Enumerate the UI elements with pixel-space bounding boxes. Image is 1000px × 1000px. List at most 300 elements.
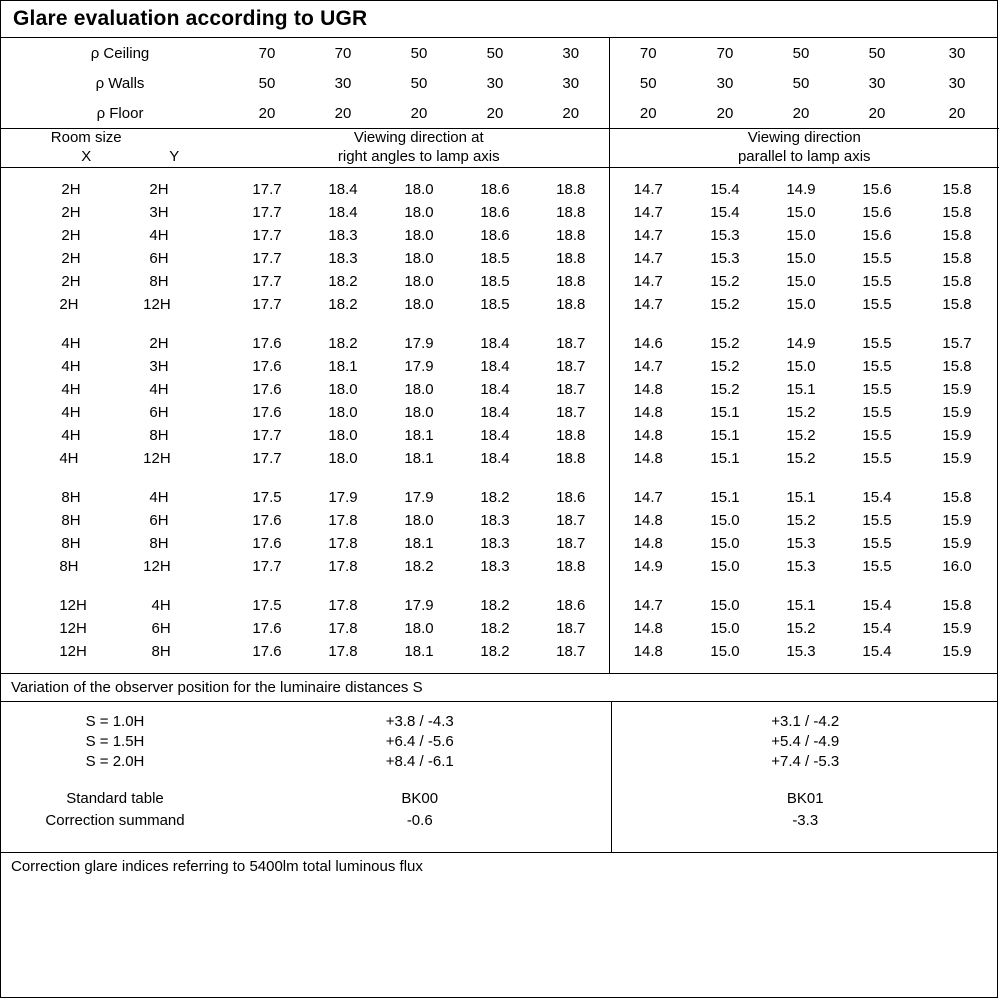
rho-ceiling-v2: 70 <box>334 44 352 62</box>
table-row <box>1 224 999 247</box>
ugr-value: 18.7 <box>556 380 586 398</box>
room-size-label: Room size <box>50 129 122 146</box>
ugr-value: 14.8 <box>609 509 687 532</box>
ugr-value: 17.6 <box>252 619 282 637</box>
ugr-value: 18.1 <box>328 357 358 375</box>
correction-summand-parallel: -3.3 <box>611 810 999 832</box>
rho-floor-v2: 20 <box>334 104 352 122</box>
ugr-value: 18.2 <box>328 295 358 313</box>
rho-ceiling-v9: 50 <box>868 44 886 62</box>
room-y: 2H <box>149 334 169 352</box>
ugr-value: 15.5 <box>862 534 892 552</box>
ugr-value: 15.5 <box>862 380 892 398</box>
room-y: 6H <box>149 249 169 267</box>
group-gap-row <box>1 578 999 594</box>
ugr-value: 18.4 <box>480 357 510 375</box>
ugr-value: 15.0 <box>786 203 816 221</box>
ugr-value: 15.9 <box>942 534 972 552</box>
spacer-row <box>1 663 999 673</box>
spacer-row <box>1 168 999 178</box>
ugr-value: 18.2 <box>404 557 434 575</box>
variation-parallel: +5.4 / -4.9 <box>611 732 999 752</box>
group-gap-row <box>1 316 999 332</box>
ugr-value: 18.0 <box>404 380 434 398</box>
table-row <box>1 752 999 772</box>
room-y: 6H <box>151 619 171 637</box>
ugr-value: 15.3 <box>786 557 816 575</box>
rho-floor-v9: 20 <box>868 104 886 122</box>
ugr-value: 15.5 <box>862 357 892 375</box>
room-size-cell <box>1 401 229 424</box>
ugr-value: 15.5 <box>862 426 892 444</box>
ugr-value: 18.0 <box>404 272 434 290</box>
ugr-value: 17.8 <box>328 619 358 637</box>
ugr-value: 18.0 <box>404 226 434 244</box>
variation-perpendicular: +8.4 / -6.1 <box>385 752 454 770</box>
ugr-value: 17.9 <box>328 488 358 506</box>
ugr-value: 15.0 <box>710 511 740 529</box>
room-y: 3H <box>149 357 169 375</box>
ugr-value: 14.8 <box>609 378 687 401</box>
table-row <box>1 178 999 201</box>
ugr-value: 18.8 <box>556 295 586 313</box>
ugr-value: 18.5 <box>480 249 510 267</box>
rho-walls-v1: 50 <box>258 74 276 92</box>
ugr-value: 14.8 <box>609 424 687 447</box>
ugr-value: 18.0 <box>404 295 434 313</box>
table-row <box>1 270 999 293</box>
rho-walls-v6: 50 <box>609 68 687 98</box>
room-size-cell <box>1 224 229 247</box>
ugr-value: 18.2 <box>480 642 510 660</box>
rho-floor-label: ρ Floor <box>96 104 144 122</box>
ugr-value: 15.5 <box>862 449 892 467</box>
ugr-value: 14.9 <box>786 180 816 198</box>
ugr-value: 15.0 <box>786 357 816 375</box>
ugr-value: 15.0 <box>786 249 816 267</box>
ugr-value: 18.2 <box>328 334 358 352</box>
rho-floor-v7: 20 <box>716 104 734 122</box>
room-x: 8H <box>61 511 81 529</box>
spacer-row <box>1 842 999 852</box>
ugr-value: 15.0 <box>710 642 740 660</box>
ugr-value: 18.0 <box>404 619 434 637</box>
spacer-row <box>1 832 999 842</box>
ugr-value: 17.6 <box>252 511 282 529</box>
room-size-cell <box>1 532 229 555</box>
ugr-value: 15.8 <box>942 272 972 290</box>
ugr-value: 18.5 <box>480 295 510 313</box>
ugr-value: 15.4 <box>710 203 740 221</box>
ugr-value: 18.2 <box>328 272 358 290</box>
rho-ceiling-label: ρ Ceiling <box>90 44 150 62</box>
view-par-line2: parallel to lamp axis <box>737 147 871 165</box>
ugr-value: 18.4 <box>480 380 510 398</box>
ugr-value: 14.7 <box>609 247 687 270</box>
ugr-value: 15.5 <box>862 403 892 421</box>
ugr-value: 15.1 <box>786 380 816 398</box>
room-x: 4H <box>61 334 81 352</box>
room-size-cell <box>1 355 229 378</box>
ugr-value: 18.3 <box>480 511 510 529</box>
rho-ceiling-v5: 30 <box>562 44 580 62</box>
room-y: 4H <box>149 488 169 506</box>
table-row <box>1 378 999 401</box>
room-x: 4H <box>61 403 81 421</box>
room-size-cell <box>1 486 229 509</box>
table-row <box>1 68 999 98</box>
ugr-value: 18.0 <box>328 449 358 467</box>
table-row <box>1 810 999 832</box>
ugr-value: 18.4 <box>328 180 358 198</box>
ugr-value: 14.7 <box>609 178 687 201</box>
ugr-value: 15.0 <box>710 557 740 575</box>
room-size-cell <box>1 447 229 470</box>
ugr-value: 17.7 <box>252 426 282 444</box>
room-y: 12H <box>143 449 171 467</box>
ugr-value: 18.3 <box>480 557 510 575</box>
rho-ceiling-v7: 70 <box>716 44 734 62</box>
room-size-cell <box>1 201 229 224</box>
table-row <box>1 788 999 810</box>
view-par-line1: Viewing direction <box>747 129 861 146</box>
table-row <box>1 98 999 129</box>
table-row <box>1 555 999 578</box>
room-y: 6H <box>149 511 169 529</box>
ugr-value: 15.5 <box>862 249 892 267</box>
distance-label: S = 2.0H <box>85 752 145 770</box>
room-size-cell <box>1 332 229 355</box>
ugr-value: 17.7 <box>252 449 282 467</box>
ugr-value: 18.7 <box>556 403 586 421</box>
variation-perpendicular: +3.8 / -4.3 <box>385 712 454 730</box>
room-x: 2H <box>61 272 81 290</box>
ugr-value: 17.7 <box>252 272 282 290</box>
standard-table-perpendicular: BK00 <box>401 790 439 807</box>
table-row <box>1 640 999 663</box>
ugr-value: 14.7 <box>609 270 687 293</box>
table-row <box>1 355 999 378</box>
view-perp-line1: Viewing direction at <box>353 129 484 146</box>
table-row <box>1 447 999 470</box>
ugr-value: 15.8 <box>942 596 972 614</box>
ugr-value: 17.6 <box>252 534 282 552</box>
ugr-value: 15.5 <box>862 272 892 290</box>
room-y: 6H <box>149 403 169 421</box>
ugr-value: 18.4 <box>480 426 510 444</box>
ugr-value: 18.0 <box>328 426 358 444</box>
variation-parallel: +7.4 / -5.3 <box>611 752 999 772</box>
ugr-value: 17.6 <box>252 642 282 660</box>
room-size-cell <box>1 178 229 201</box>
page-title: Glare evaluation according to UGR <box>13 7 368 30</box>
room-y: 2H <box>149 180 169 198</box>
ugr-value: 15.2 <box>786 511 816 529</box>
ugr-value: 15.9 <box>942 449 972 467</box>
ugr-value: 15.4 <box>862 596 892 614</box>
rho-walls-v8: 50 <box>792 74 810 92</box>
room-y: 8H <box>149 426 169 444</box>
room-x: 2H <box>61 203 81 221</box>
room-x: 12H <box>59 596 87 614</box>
rho-walls-v4: 30 <box>486 74 504 92</box>
ugr-value: 15.2 <box>786 426 816 444</box>
room-x: 2H <box>61 180 81 198</box>
table-row <box>1 594 999 617</box>
room-x: 2H <box>59 295 79 313</box>
ugr-value: 18.8 <box>556 449 586 467</box>
room-x: 4H <box>61 357 81 375</box>
table-row <box>1 38 999 68</box>
room-x: 8H <box>61 534 81 552</box>
ugr-value: 15.6 <box>862 226 892 244</box>
variation-note: Variation of the observer position for the luminaire distances S <box>11 678 423 696</box>
ugr-value: 15.9 <box>942 642 972 660</box>
room-x: 12H <box>59 642 87 660</box>
table-row <box>1 401 999 424</box>
room-y: 3H <box>149 203 169 221</box>
room-size-y-label: Y <box>169 147 180 165</box>
room-size-cell <box>1 509 229 532</box>
rho-walls-v7: 30 <box>716 74 734 92</box>
ugr-value: 15.2 <box>786 403 816 421</box>
rho-walls-v2: 30 <box>334 74 352 92</box>
ugr-value: 18.0 <box>404 511 434 529</box>
rho-floor-v1: 20 <box>258 104 276 122</box>
ugr-value: 18.7 <box>556 619 586 637</box>
ugr-value: 18.0 <box>404 403 434 421</box>
ugr-value: 18.7 <box>556 334 586 352</box>
ugr-value: 15.5 <box>862 334 892 352</box>
rho-walls-v9: 30 <box>868 74 886 92</box>
room-y: 8H <box>149 534 169 552</box>
table-row <box>1 712 999 732</box>
ugr-value: 17.7 <box>252 226 282 244</box>
distance-label: S = 1.5H <box>85 732 145 750</box>
rho-floor-v10: 20 <box>948 104 966 122</box>
ugr-value: 14.8 <box>609 447 687 470</box>
ugr-value: 18.6 <box>480 180 510 198</box>
ugr-value: 15.0 <box>786 272 816 290</box>
ugr-value: 14.7 <box>609 293 687 316</box>
ugr-value: 18.6 <box>556 488 586 506</box>
ugr-value: 15.1 <box>786 488 816 506</box>
ugr-value: 15.8 <box>942 226 972 244</box>
ugr-value: 15.1 <box>710 426 740 444</box>
ugr-value: 15.4 <box>710 180 740 198</box>
room-y: 12H <box>143 557 171 575</box>
ugr-value: 17.8 <box>328 534 358 552</box>
ugr-value: 15.1 <box>786 596 816 614</box>
ugr-value: 17.8 <box>328 596 358 614</box>
ugr-value: 15.8 <box>942 488 972 506</box>
rho-walls-v5: 30 <box>562 74 580 92</box>
ugr-value: 18.0 <box>404 203 434 221</box>
rho-floor-v6: 20 <box>609 98 687 129</box>
ugr-value: 18.1 <box>404 426 434 444</box>
room-x: 12H <box>59 619 87 637</box>
ugr-value: 17.9 <box>404 596 434 614</box>
ugr-value: 18.5 <box>480 272 510 290</box>
room-size-cell <box>1 378 229 401</box>
group-gap-row <box>1 470 999 486</box>
room-size-cell <box>1 293 229 316</box>
ugr-value: 18.2 <box>480 619 510 637</box>
room-y: 4H <box>149 380 169 398</box>
ugr-value: 15.0 <box>710 619 740 637</box>
ugr-value: 14.7 <box>609 355 687 378</box>
rho-ceiling-v3: 50 <box>410 44 428 62</box>
table-row <box>1 732 999 752</box>
rho-walls-v10: 30 <box>948 74 966 92</box>
ugr-value: 18.3 <box>328 249 358 267</box>
table-row <box>1 532 999 555</box>
ugr-value: 15.9 <box>942 426 972 444</box>
rho-ceiling-v8: 50 <box>792 44 810 62</box>
room-size-cell <box>1 555 229 578</box>
ugr-value: 15.8 <box>942 203 972 221</box>
ugr-value: 18.0 <box>328 380 358 398</box>
rho-floor-v3: 20 <box>410 104 428 122</box>
ugr-value: 17.6 <box>252 380 282 398</box>
ugr-value: 17.7 <box>252 295 282 313</box>
ugr-value: 18.3 <box>328 226 358 244</box>
ugr-value: 15.6 <box>862 180 892 198</box>
ugr-value: 15.3 <box>710 226 740 244</box>
ugr-value: 18.6 <box>556 596 586 614</box>
rho-walls-label: ρ Walls <box>95 74 145 92</box>
ugr-value: 15.6 <box>862 203 892 221</box>
ugr-value: 14.9 <box>609 555 687 578</box>
ugr-value: 15.1 <box>710 488 740 506</box>
ugr-value: 18.7 <box>556 534 586 552</box>
table-row <box>1 486 999 509</box>
ugr-value: 15.2 <box>710 357 740 375</box>
ugr-value: 18.8 <box>556 272 586 290</box>
viewing-direction-parallel-header <box>609 129 999 167</box>
ugr-value: 18.4 <box>328 203 358 221</box>
ugr-value: 15.4 <box>862 488 892 506</box>
ugr-value: 15.3 <box>786 534 816 552</box>
ugr-value: 15.8 <box>942 295 972 313</box>
viewing-direction-perpendicular-header <box>229 129 609 167</box>
room-size-cell <box>1 617 229 640</box>
ugr-value: 17.6 <box>252 334 282 352</box>
view-perp-line2: right angles to lamp axis <box>337 147 500 165</box>
ugr-value: 15.8 <box>942 180 972 198</box>
ugr-value: 15.0 <box>710 534 740 552</box>
room-y: 4H <box>151 596 171 614</box>
ugr-value: 17.9 <box>404 334 434 352</box>
column-group-header-row <box>1 129 999 167</box>
ugr-value: 14.6 <box>609 332 687 355</box>
room-y: 8H <box>149 272 169 290</box>
ugr-value: 14.8 <box>609 401 687 424</box>
footer-note: Correction glare indices referring to 5400lm total luminous flux <box>11 857 423 875</box>
ugr-value: 17.5 <box>252 488 282 506</box>
ugr-value: 14.8 <box>609 640 687 663</box>
ugr-value: 17.7 <box>252 557 282 575</box>
ugr-value: 17.8 <box>328 557 358 575</box>
standard-table-label: Standard table <box>66 790 164 807</box>
ugr-value: 18.3 <box>480 534 510 552</box>
ugr-value: 15.3 <box>786 642 816 660</box>
table-row <box>1 509 999 532</box>
ugr-value: 18.7 <box>556 511 586 529</box>
room-size-cell <box>1 424 229 447</box>
ugr-value: 15.0 <box>786 295 816 313</box>
rho-ceiling-v10: 30 <box>948 44 966 62</box>
ugr-value: 15.9 <box>942 511 972 529</box>
ugr-value: 15.8 <box>942 357 972 375</box>
distance-label: S = 1.0H <box>85 712 145 730</box>
ugr-value: 15.2 <box>710 380 740 398</box>
correction-summand-label: Correction summand <box>45 812 185 829</box>
ugr-value: 17.9 <box>404 488 434 506</box>
rho-floor-v8: 20 <box>792 104 810 122</box>
ugr-value: 18.2 <box>480 596 510 614</box>
room-x: 2H <box>61 226 81 244</box>
standard-table-parallel: BK01 <box>611 788 999 810</box>
room-size-cell <box>1 594 229 617</box>
ugr-value: 15.0 <box>786 226 816 244</box>
ugr-value: 17.8 <box>328 511 358 529</box>
variation-perpendicular: +6.4 / -5.6 <box>385 732 454 750</box>
ugr-value: 18.6 <box>480 203 510 221</box>
ugr-value: 15.0 <box>710 596 740 614</box>
room-x: 4H <box>61 426 81 444</box>
ugr-value: 15.7 <box>942 334 972 352</box>
ugr-value: 18.0 <box>404 180 434 198</box>
ugr-value: 18.8 <box>556 226 586 244</box>
ugr-value: 14.8 <box>609 617 687 640</box>
ugr-value: 15.9 <box>942 380 972 398</box>
ugr-value: 18.4 <box>480 403 510 421</box>
ugr-value: 14.9 <box>786 334 816 352</box>
rho-floor-v4: 20 <box>486 104 504 122</box>
ugr-value: 18.1 <box>404 534 434 552</box>
spacer-row <box>1 772 999 788</box>
ugr-value: 15.4 <box>862 642 892 660</box>
ugr-value: 18.1 <box>404 449 434 467</box>
room-y: 8H <box>151 642 171 660</box>
ugr-value: 17.7 <box>252 180 282 198</box>
ugr-value: 18.8 <box>556 180 586 198</box>
ugr-value: 18.8 <box>556 557 586 575</box>
ugr-value: 15.2 <box>710 334 740 352</box>
ugr-value: 15.2 <box>710 272 740 290</box>
ugr-value: 18.0 <box>328 403 358 421</box>
ugr-value: 15.8 <box>942 249 972 267</box>
ugr-value: 18.8 <box>556 203 586 221</box>
ugr-value: 15.5 <box>862 557 892 575</box>
ugr-value: 14.7 <box>609 224 687 247</box>
ugr-main-table <box>1 38 999 673</box>
ugr-value: 17.7 <box>252 203 282 221</box>
ugr-value: 15.2 <box>786 619 816 637</box>
ugr-value: 14.7 <box>609 486 687 509</box>
ugr-value: 17.7 <box>252 249 282 267</box>
rho-ceiling-v4: 50 <box>486 44 504 62</box>
table-row <box>1 247 999 270</box>
ugr-value: 15.2 <box>786 449 816 467</box>
room-x: 4H <box>59 449 79 467</box>
ugr-value: 18.8 <box>556 249 586 267</box>
room-size-cell <box>1 640 229 663</box>
spacer-row <box>1 702 999 712</box>
rho-ceiling-v1: 70 <box>258 44 276 62</box>
ugr-value: 18.2 <box>480 488 510 506</box>
